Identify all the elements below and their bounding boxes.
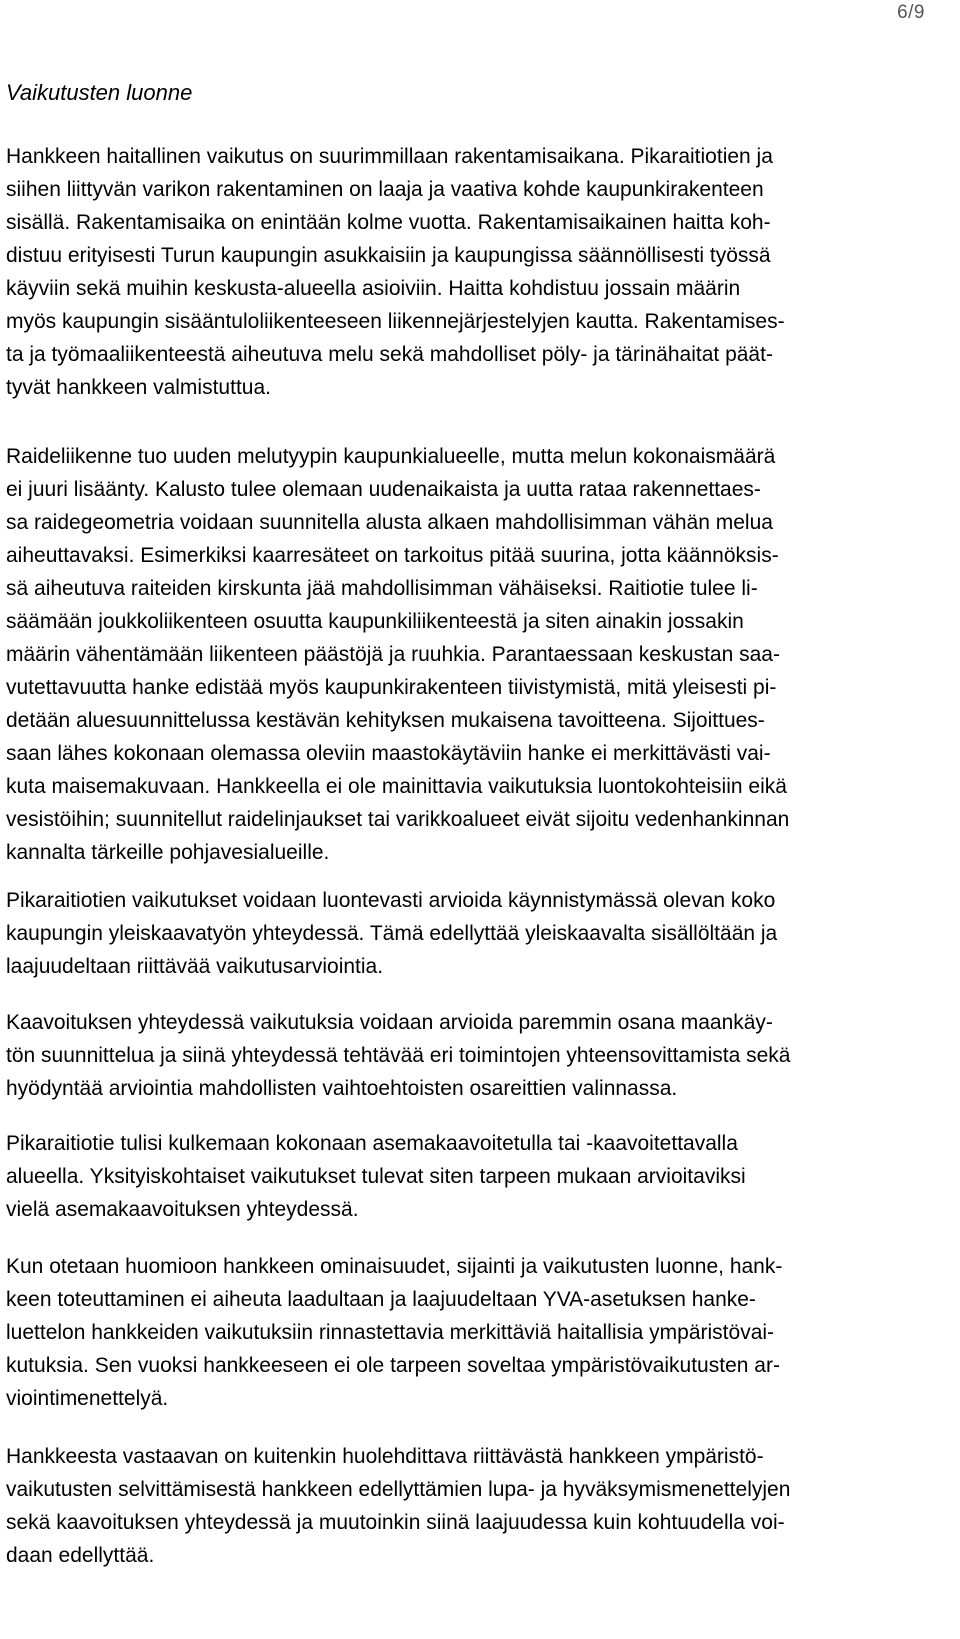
text-line: kuta maisemakuvaan. Hankkeella ei ole mainittavia vaikutuksia luontokohteisiin eikä <box>6 775 787 798</box>
text-line: Kaavoituksen yhteydessä vaikutuksia voidaan arvioida paremmin osana maankäy- <box>6 1011 773 1034</box>
text-line: Hankkeesta vastaavan on kuitenkin huolehdittava riittävästä hankkeen ympäristö- <box>6 1445 764 1468</box>
text-line: määrin vähentämään liikenteen päästöjä ja ruuhkia. Parantaessaan keskustan saa- <box>6 643 780 666</box>
text-line: Hankkeen haitallinen vaikutus on suurimmillaan rakentamisaikana. Pikaraitiotien ja <box>6 145 773 168</box>
text-line: sisällä. Rakentamisaika on enintään kolme vuotta. Rakentamisaikainen haitta koh- <box>6 211 771 234</box>
paragraph-construction-impacts <box>6 140 956 404</box>
text-line: aiheuttavaksi. Esimerkiksi kaarresäteet on tarkoitus pitää suurina, jotta käännöksis- <box>6 544 779 567</box>
paragraph-zoning-assessment <box>6 1006 956 1105</box>
text-line: sekä kaavoituksen yhteydessä ja muutoinkin siinä laajuudessa kuin kohtuudella voi- <box>6 1511 785 1534</box>
text-line: vaikutusten selvittämisestä hankkeen edellyttämien lupa- ja hyväksymismenettelyjen <box>6 1478 791 1501</box>
text-line: ta ja työmaaliikenteestä aiheutuva melu sekä mahdolliset pöly- ja tärinähaitat päät- <box>6 343 773 366</box>
text-line: vesistöihin; suunnitellut raidelinjaukset tai varikkoalueet eivät sijoitu vedenhankinnan <box>6 808 790 831</box>
text-line: myös kaupungin sisääntuloliikenteeseen liikennejärjestelyjen kautta. Rakentamises- <box>6 310 785 333</box>
text-line: Raideliikenne tuo uuden melutyypin kaupunkialueelle, mutta melun kokonaismäärä <box>6 445 776 468</box>
text-line: saan lähes kokonaan olemassa oleviin maastokäytäviin hanke ei merkittävästi vai- <box>6 742 771 765</box>
paragraph-master-plan-assessment <box>6 884 956 983</box>
text-line: Pikaraitiotien vaikutukset voidaan luontevasti arvioida käynnistymässä olevan koko <box>6 889 776 912</box>
paragraph-eia-conclusion <box>6 1250 956 1415</box>
text-line: laajuudeltaan riittävää vaikutusarviointia. <box>6 955 384 978</box>
paragraph-rail-traffic-impacts <box>6 440 956 869</box>
text-line: alueella. Yksityiskohtaiset vaikutukset tulevat siten tarpeen mukaan arvioitaviksi <box>6 1165 746 1188</box>
text-line: luettelon hankkeiden vaikutuksiin rinnastettavia merkittäviä haitallisia ympäristövai- <box>6 1321 775 1344</box>
text-line: tön suunnittelua ja siinä yhteydessä tehtävää eri toimintojen yhteensovittamista sekä <box>6 1044 791 1067</box>
text-line: tyvät hankkeen valmistuttua. <box>6 376 271 399</box>
text-line: käyviin sekä muihin keskusta-alueella asioiviin. Haitta kohdistuu jossain määrin <box>6 277 741 300</box>
text-line: ei juuri lisäänty. Kalusto tulee olemaan uudenaikaista ja uutta rataa rakennettaes- <box>6 478 761 501</box>
text-line: kaupungin yleiskaavatyön yhteydessä. Tämä edellyttää yleiskaavalta sisällöltään ja <box>6 922 778 945</box>
text-line: hyödyntää arviointia mahdollisten vaihtoehtoisten osareittien valinnassa. <box>6 1077 678 1100</box>
text-line: vielä asemakaavoituksen yhteydessä. <box>6 1198 359 1221</box>
text-line: detään aluesuunnittelussa kestävän kehityksen mukaisena tavoitteena. Sijoittues- <box>6 709 765 732</box>
text-line: siihen liittyvän varikon rakentaminen on laaja ja vaativa kohde kaupunkirakenteen <box>6 178 764 201</box>
text-line: distuu erityisesti Turun kaupungin asukkaisiin ja kaupungissa säännöllisesti työssä <box>6 244 771 267</box>
text-line: vutettavuutta hanke edistää myös kaupunkirakenteen tiivistymistä, mitä yleisesti pi- <box>6 676 777 699</box>
text-line: sa raidegeometria voidaan suunnitella alusta alkaen mahdollisimman vähän melua <box>6 511 773 534</box>
paragraph-detailed-plan-area <box>6 1127 956 1226</box>
text-line: Kun otetaan huomioon hankkeen ominaisuudet, sijainti ja vaikutusten luonne, hank- <box>6 1255 783 1278</box>
text-line: säämään joukkoliikenteen osuutta kaupunkiliikenteestä ja siten ainakin jossakin <box>6 610 744 633</box>
text-line: kutuksia. Sen vuoksi hankkeeseen ei ole tarpeen soveltaa ympäristövaikutusten ar- <box>6 1354 780 1377</box>
text-line: sä aiheutuva raiteiden kirskunta jää mahdollisimman vähäiseksi. Raitiotie tulee li- <box>6 577 758 600</box>
text-line: viointimenettelyä. <box>6 1387 169 1410</box>
text-line: Pikaraitiotie tulisi kulkemaan kokonaan asemakaavoitetulla tai -kaavoitettavalla <box>6 1132 738 1155</box>
paragraph-developer-obligation <box>6 1440 956 1572</box>
text-line: kannalta tärkeille pohjavesialueille. <box>6 841 330 864</box>
page-number: 6/9 <box>897 2 925 23</box>
section-heading: Vaikutusten luonne <box>6 80 193 105</box>
text-line: keen toteuttaminen ei aiheuta laadultaan ja laajuudeltaan YVA-asetuksen hanke- <box>6 1288 756 1311</box>
text-line: daan edellyttää. <box>6 1544 155 1567</box>
